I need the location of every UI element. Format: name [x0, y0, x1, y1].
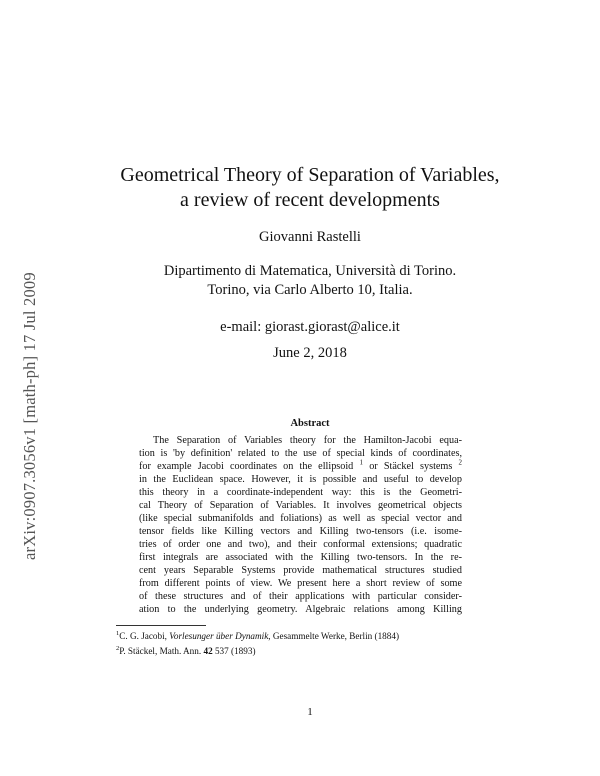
footnote-2-pages: 537 (1893) [212, 645, 256, 656]
abstract-line: tion is 'by definition' related to the use of special kinds of coordinates, [139, 448, 462, 459]
author-name: Giovanni Rastelli [259, 229, 361, 245]
abstract-body [139, 434, 462, 616]
abstract-line: from different points of view. We present here a short review of some [139, 578, 462, 589]
author-email: e-mail: giorast.giorast@alice.it [220, 319, 400, 335]
abstract-line-part: for example Jacobi coordinates on the ellipsoid [139, 461, 354, 472]
footnote-1 [116, 628, 496, 643]
abstract-line: first integrals are associated with the Killing two-tensors. In the re- [139, 552, 462, 563]
abstract-line: ation to the underlying geometry. Algebraic relations among Killing [139, 604, 462, 615]
footnote-mark-2: 2 [458, 458, 463, 467]
footnote-1-publication: , Gesammelte Werke, Berlin (1884) [268, 631, 400, 642]
abstract-line-part: or Stäckel systems [369, 461, 453, 472]
arxiv-identifier-stamp: arXiv:0907.3056v1 [math-ph] 17 Jul 2009 [20, 272, 39, 560]
footnote-1-author: C. G. Jacobi, [119, 631, 170, 642]
footnote-2-mark: 2 [116, 644, 120, 652]
footnote-2-volume: 42 [203, 645, 213, 656]
abstract-line: tensor fields like Killing vectors and Killing two-tensors (i.e. isome- [139, 526, 462, 537]
abstract-heading: Abstract [290, 418, 330, 429]
abstract-line: in the Euclidean space. However, it is possible and useful to develop [139, 474, 462, 485]
page-number: 1 [307, 706, 313, 718]
abstract-line: cal Theory of Separation of Variables. It involves geometrical objects [139, 500, 462, 511]
affiliation-line-2: Torino, via Carlo Alberto 10, Italia. [207, 282, 413, 298]
footnote-2 [116, 643, 496, 658]
footnote-1-mark: 1 [116, 630, 120, 637]
abstract-line: tries of order one and two), and their conformal extensions; quadratic [139, 539, 462, 550]
affiliation [90, 262, 530, 300]
abstract-line: (like special submanifolds and foliations) as well as special vector and [139, 513, 462, 524]
footnote-2-author: P. Stäckel, Math. Ann. [119, 645, 204, 656]
abstract-line: The Separation of Variables theory for the Hamilton-Jacobi equa- [153, 435, 462, 446]
abstract-line: of these structures and of their applications with particular consider- [139, 591, 462, 602]
abstract-line: this theory in a coordinate-independent way: this is the Geometri- [139, 487, 462, 498]
abstract-line: cent years Separable Systems provide mathematical structures studied [139, 565, 462, 576]
title-line-2: a review of recent developments [180, 189, 440, 211]
abstract-line-with-footnotes [139, 460, 462, 473]
footnote-mark-1: 1 [359, 458, 363, 467]
affiliation-line-1: Dipartimento di Matematica, Università di Torino. [163, 263, 457, 279]
paper-date: June 2, 2018 [273, 345, 347, 361]
paper-title [90, 163, 530, 213]
footnote-divider [116, 625, 206, 626]
title-line-1: Geometrical Theory of Separation of Variables, [120, 164, 500, 186]
footnote-1-work-title: Vorlesunger über Dynamik [169, 631, 269, 642]
footnotes [116, 628, 496, 657]
